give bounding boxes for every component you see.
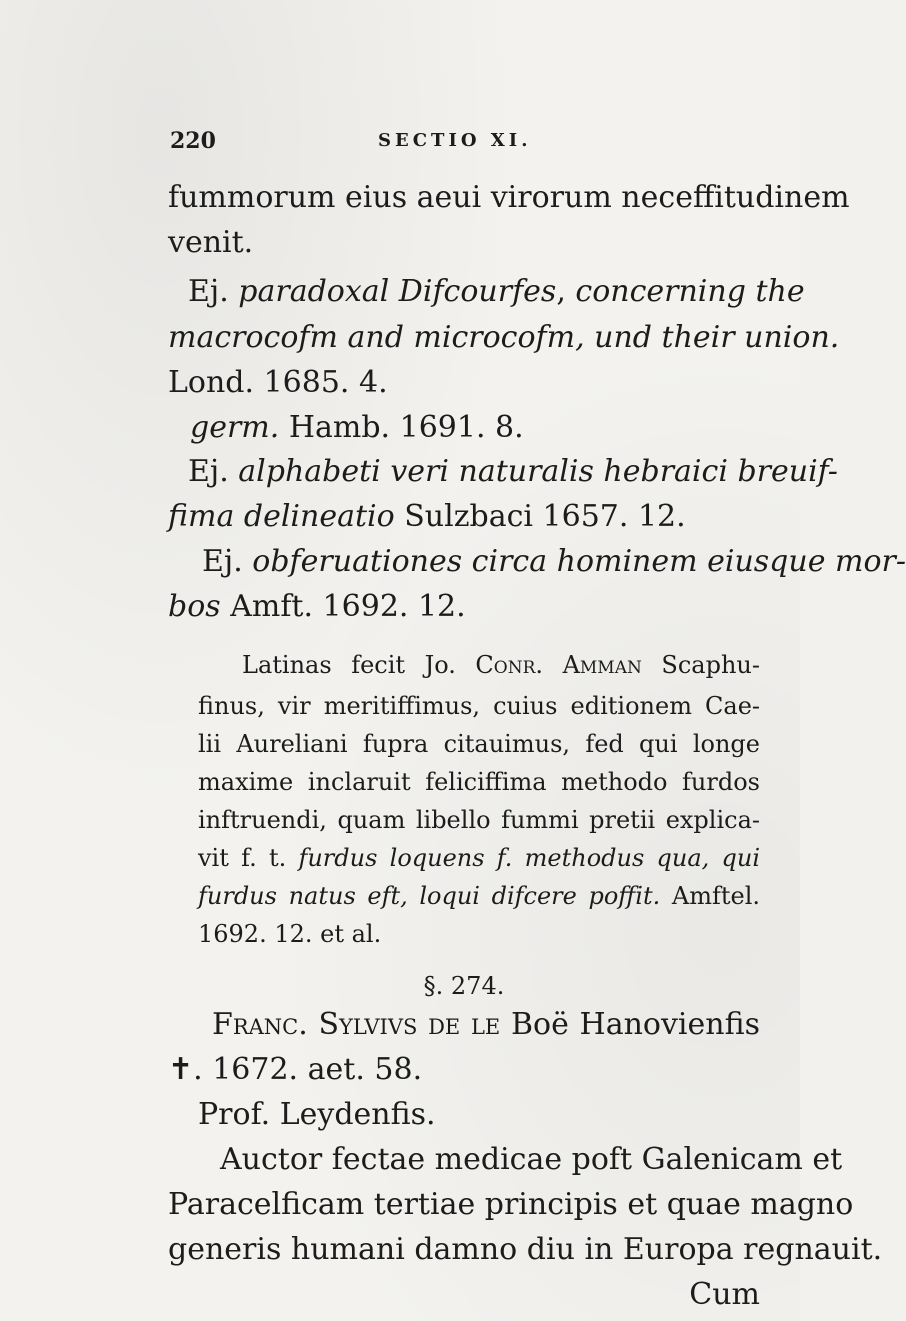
text-segment: Cum (689, 1277, 760, 1312)
text-segment: Boë Hanovienfis (500, 1007, 761, 1042)
text-line (168, 223, 760, 263)
text-line (168, 966, 760, 1006)
text-line (168, 542, 906, 582)
text-line (168, 363, 760, 403)
text-line (168, 1275, 760, 1315)
text-segment: Scaphu- (641, 651, 760, 679)
text-segment: finus, vir meritiffimus, cuius editionem Cae- (198, 692, 760, 720)
text-segment: Latinas fecit Jo. (242, 651, 476, 679)
text-segment: inftruendi, quam libello fummi pretii explica- (198, 806, 760, 834)
text-line (168, 645, 760, 685)
text-segment: Paracelficam tertiae principis et quae magno (168, 1187, 854, 1222)
text-segment: Franc. Sylvivs de le (212, 1007, 501, 1042)
text-segment: Sulzbaci 1657. 12. (394, 499, 686, 534)
text-segment: macrocofm and microcofm, und their union. (168, 320, 840, 355)
text-line (168, 1005, 760, 1045)
text-line (168, 762, 760, 802)
text-segment: concerning the (575, 274, 805, 309)
text-segment: , (556, 274, 576, 309)
text-line (168, 318, 840, 358)
text-segment: venit. (168, 225, 254, 260)
text-segment: bos (168, 589, 221, 624)
text-line (168, 914, 760, 954)
text-segment: lii Aureliani fupra citauimus, fed qui longe (198, 730, 760, 758)
text-line (168, 1140, 843, 1180)
text-segment: §. 274. (423, 972, 505, 1000)
text-segment: Auctor fectae medicae poft Galenicam et (220, 1142, 843, 1177)
text-line (168, 876, 760, 916)
text-segment: Ej. (202, 544, 253, 579)
text-line (168, 724, 760, 764)
running-head: SECTIO XI. (378, 130, 532, 151)
text-segment: Amftel. (660, 882, 760, 910)
text-segment: ✝. 1672. aet. 58. (168, 1052, 423, 1087)
text-line (168, 1230, 883, 1270)
text-segment: paradoxal Difcourfes (238, 274, 557, 309)
page-number: 220 (170, 128, 216, 154)
text-segment: furdus loquens f. methodus qua, qui (298, 844, 760, 872)
text-segment: obferuationes circa hominem eiusque mor- (252, 544, 906, 579)
text-segment: fummorum eius aeui virorum neceffitudinem (168, 180, 850, 215)
text-line (168, 497, 760, 537)
text-segment: Ej. (188, 454, 239, 489)
page-header (170, 128, 760, 162)
text-segment: Ej. (188, 274, 239, 309)
text-segment: generis humani damno diu in Europa regnauit. (168, 1232, 883, 1267)
text-line (168, 800, 760, 840)
text-line (168, 452, 838, 492)
text-segment: Lond. 1685. 4. (168, 365, 388, 400)
text-segment: Amft. 1692. 12. (220, 589, 466, 624)
text-segment: Hamb. 1691. 8. (279, 410, 524, 445)
text-segment: vit f. t. (198, 844, 299, 872)
text-line (168, 1185, 854, 1225)
text-segment: Conr. Amman (475, 651, 642, 679)
text-line (168, 272, 805, 312)
text-line (168, 838, 760, 878)
text-segment: alphabeti veri naturalis hebraici breuif- (238, 454, 838, 489)
text-line (168, 1095, 760, 1135)
text-segment: 1692. 12. et al. (198, 920, 382, 948)
text-line (168, 408, 760, 448)
text-segment: Prof. Leydenfis. (198, 1097, 436, 1132)
text-line (168, 686, 760, 726)
text-line (168, 178, 850, 218)
text-segment: furdus natus eft, loqui difcere poffit. (198, 882, 661, 910)
text-line (168, 587, 760, 627)
text-segment: maxime inclaruit feliciffima methodo furdos (198, 768, 760, 796)
text-segment: fima delineatio (168, 499, 395, 534)
text-segment: germ. (190, 410, 280, 445)
text-line (168, 1050, 760, 1090)
